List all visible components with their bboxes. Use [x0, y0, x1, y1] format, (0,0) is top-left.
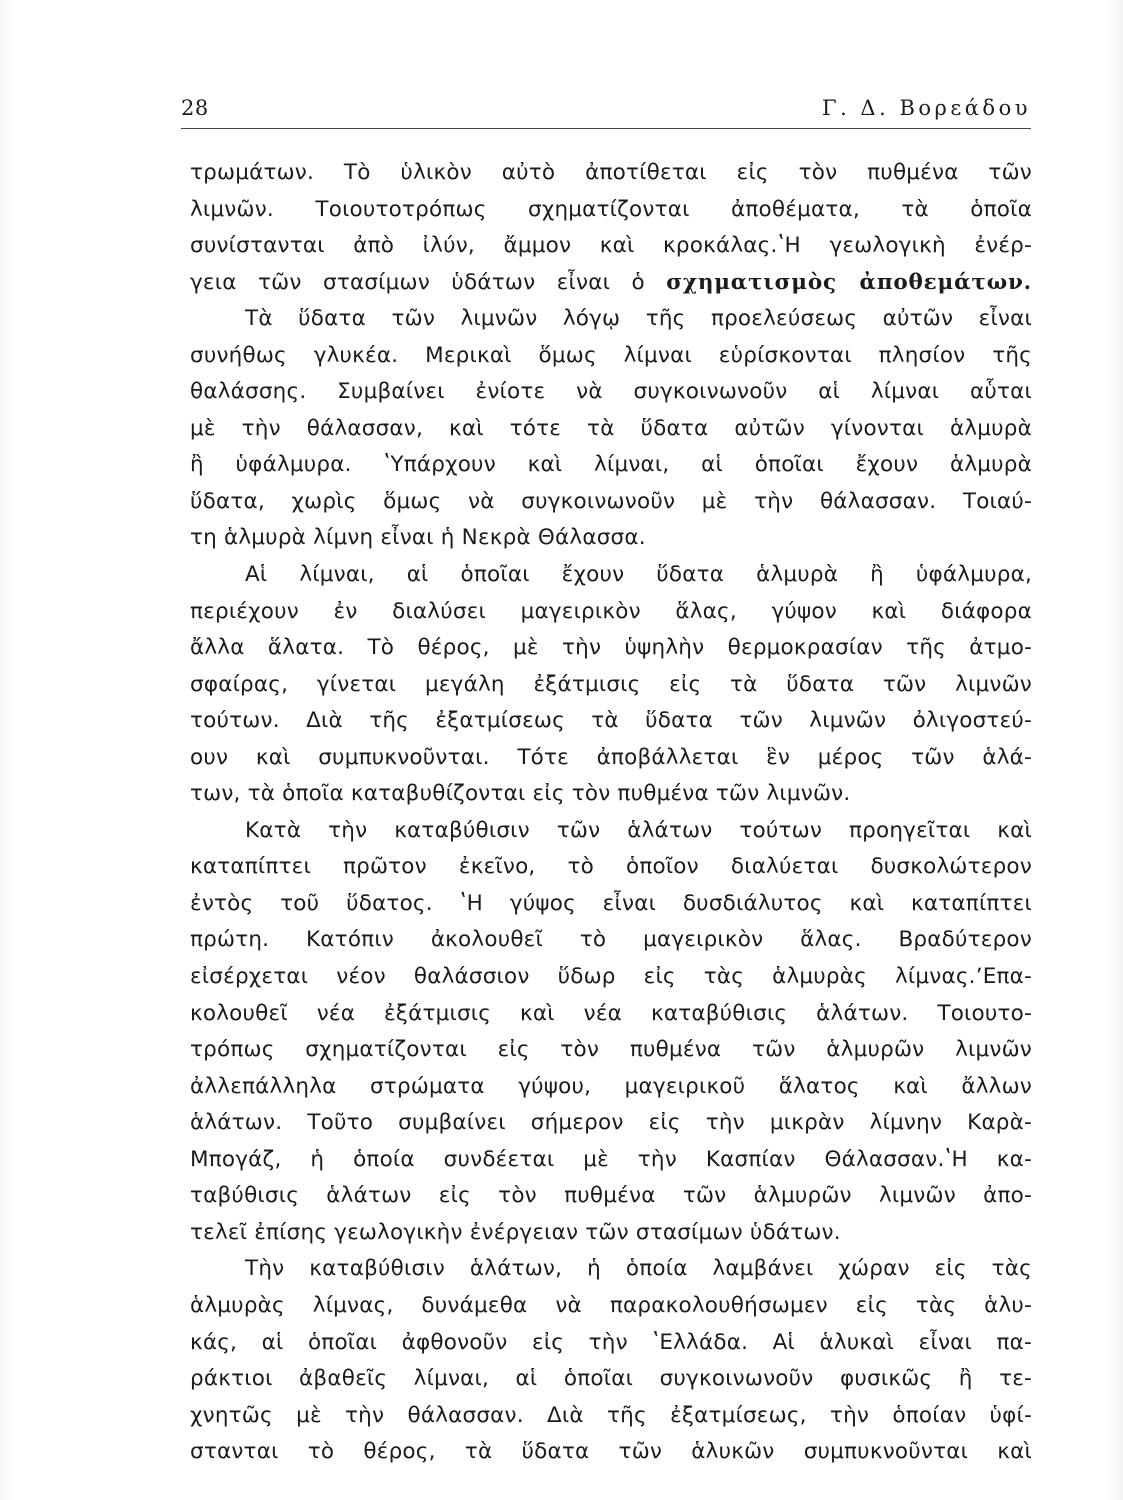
text-line: των, τὰ ὁποῖα καταβυθίζονται εἰς τὸν πυθμένα τῶν λιμνῶν. [190, 781, 851, 807]
text-line: μὲ τὴν θάλασσαν, καὶ τότε τὰ ὕδατα αὐτῶν γίνονται ἁλμυρὰ [190, 415, 1032, 441]
text-line: σφαίρας, γίνεται μεγάλη ἐξάτμισις εἰς τὰ ὕδατα τῶν λιμνῶν [190, 671, 1032, 697]
text-line: ἁλάτων. Τοῦτο συμβαίνει σήμερον εἰς τὴν μικρὰν λίμνην Καρὰ- [190, 1110, 1032, 1136]
text-line: χνητῶς μὲ τὴν θάλασσαν. Διὰ τῆς ἐξατμίσεως, τὴν ὁποίαν ὑφί- [190, 1402, 1032, 1428]
text-line: ράκτιοι ἀβαθεῖς λίμναι, αἱ ὁποῖαι συγκοινωνοῦν φυσικῶς ἢ τε- [190, 1366, 1032, 1392]
text-line: Αἱ λίμναι, αἱ ὁποῖαι ἔχουν ὕδατα ἁλμυρὰ ἢ ὑφάλμυρα, [245, 562, 1032, 588]
page-number: 28 [181, 96, 209, 120]
text-line: τελεῖ ἐπίσης γεωλογικὴν ἐνέργειαν τῶν στασίμων ὑδάτων. [190, 1219, 841, 1245]
text-line: κάς, αἱ ὁποῖαι ἀφθονοῦν εἰς τὴν ʽΕλλάδα. Αἱ ἁλυκαὶ εἶναι πα- [190, 1329, 1032, 1355]
text-line: συνήθως γλυκέα. Μερικαὶ ὅμως λίμναι εὑρίσκονται πλησίον τῆς [190, 342, 1032, 368]
text-line: τρωμάτων. Τὸ ὑλικὸν αὐτὸ ἀποτίθεται εἰς τὸν πυθμένα τῶν [190, 160, 1032, 185]
text-line: Τὰ ὕδατα τῶν λιμνῶν λόγῳ τῆς προελεύσεως αὐτῶν εἶναι [245, 306, 1032, 332]
text-line: ἐντὸς τοῦ ὕδατος. ʽΗ γύψος εἶναι δυσδιάλυτος καὶ καταπίπτει [190, 890, 1032, 916]
text-line: ἁλμυρὰς λίμνας, δυνάμεθα νὰ παρακολουθήσωμεν εἰς τὰς ἁλυ- [190, 1292, 1032, 1318]
text-line: ἄλλα ἅλατα. Τὸ θέρος, μὲ τὴν ὑψηλὴν θερμοκρασίαν τῆς ἀτμο- [190, 635, 1032, 661]
page-header [181, 96, 1031, 129]
text-line [190, 265, 1032, 302]
text-line: περιέχουν ἐν διαλύσει μαγειρικὸν ἅλας, γύψον καὶ διάφορα [190, 598, 1032, 624]
line-text: γεια τῶν στασίμων ὑδάτων εἶναι ὁ [190, 269, 645, 295]
text-line: εἰσέρχεται νέον θαλάσσιον ὕδωρ εἰς τὰς ἁλμυρὰς λίμνας.ʼΕπα- [190, 964, 1032, 990]
text-line: θαλάσσης. Συμβαίνει ἐνίοτε νὰ συγκοινωνοῦν αἱ λίμναι αὗται [190, 379, 1032, 405]
text-line: συνίστανται ἀπὸ ἰλύν, ἄμμον καὶ κροκάλας.ʽΗ γεωλογικὴ ἐνέρ- [190, 233, 1032, 259]
text-line: ουν καὶ συμπυκνοῦνται. Τότε ἀποβάλλεται ἓν μέρος τῶν ἁλά- [190, 744, 1032, 770]
body-text [190, 155, 1032, 1471]
running-head: Γ. Δ. Βορεάδου [822, 96, 1031, 120]
text-line: τούτων. Διὰ τῆς ἐξατμίσεως τὰ ὕδατα τῶν λιμνῶν ὀλιγοστεύ- [190, 708, 1032, 734]
text-line: ἢ ὑφάλμυρα. ʽΥπάρχουν καὶ λίμναι, αἱ ὁποῖαι ἔχουν ἁλμυρὰ [190, 452, 1032, 478]
text-line: ὕδατα, χωρὶς ὅμως νὰ συγκοινωνοῦν μὲ τὴν θάλασσαν. Τοιαύ- [190, 488, 1032, 514]
text-line: λιμνῶν. Τοιουτοτρόπως σχηματίζονται ἀποθέματα, τὰ ὁποῖα [190, 196, 1032, 222]
text-line: κολουθεῖ νέα ἐξάτμισις καὶ νέα καταβύθισις ἁλάτων. Τοιουτο- [190, 1000, 1032, 1026]
text-line: Τὴν καταβύθισιν ἁλάτων, ἡ ὁποία λαμβάνει χώραν εἰς τὰς [245, 1256, 1032, 1282]
text-line: καταπίπτει πρῶτον ἐκεῖνο, τὸ ὁποῖον διαλύεται δυσκολώτερον [190, 854, 1032, 880]
text-line: Κατὰ τὴν καταβύθισιν τῶν ἁλάτων τούτων προηγεῖται καὶ [245, 817, 1032, 843]
text-line: τη ἁλμυρὰ λίμνη εἶναι ἡ Νεκρὰ Θάλασσα. [190, 525, 646, 551]
text-line: πρώτη. Κατόπιν ἀκολουθεῖ τὸ μαγειρικὸν ἅλας. Βραδύτερον [190, 927, 1032, 953]
text-line: ἀλλεπάλληλα στρώματα γύψου, μαγειρικοῦ ἅλατος καὶ ἄλλων [190, 1073, 1032, 1099]
text-line: Μπογάζ, ἡ ὁποία συνδέεται μὲ τὴν Κασπίαν Θάλασσαν.ʽΗ κα- [190, 1146, 1032, 1172]
text-line: ταβύθισις ἁλάτων εἰς τὸν πυθμένα τῶν ἁλμυρῶν λιμνῶν ἀπο- [190, 1183, 1032, 1209]
text-line: στανται τὸ θέρος, τὰ ὕδατα τῶν ἁλυκῶν συμπυκνοῦνται καὶ [190, 1439, 1032, 1465]
emphasized-term: σχηματισμὸς ἀποθεμάτων. [666, 269, 1032, 295]
text-line: τρόπως σχηματίζονται εἰς τὸν πυθμένα τῶν ἁλμυρῶν λιμνῶν [190, 1037, 1032, 1063]
